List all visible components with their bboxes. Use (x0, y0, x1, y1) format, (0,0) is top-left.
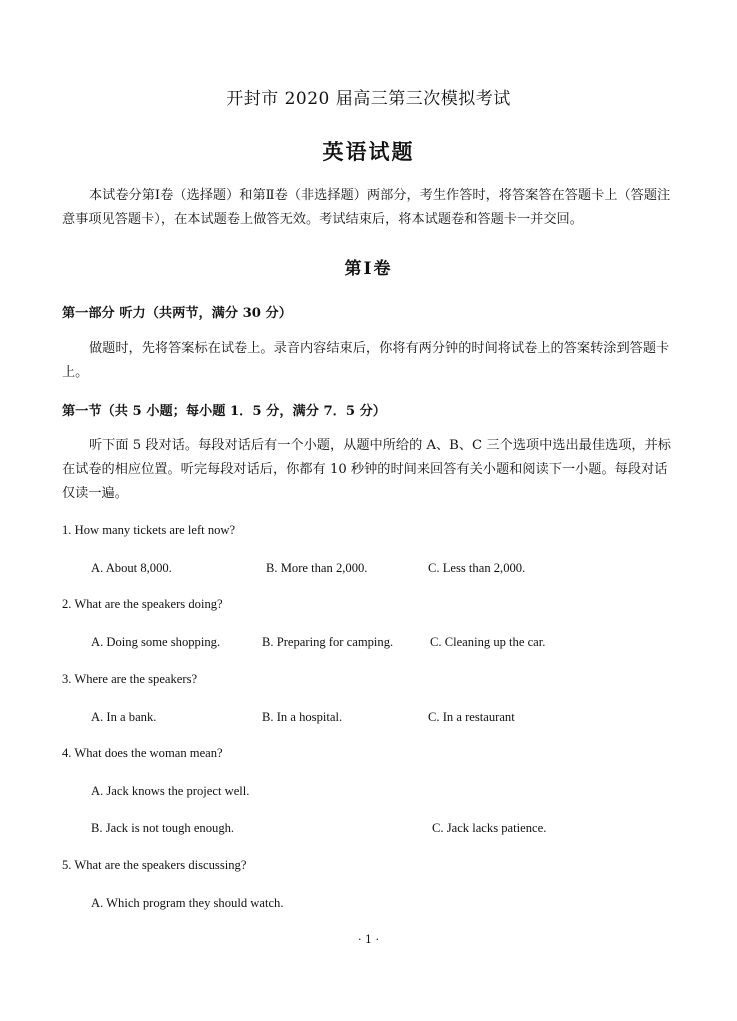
question-5-option-a: A. Which program they should watch. (91, 896, 284, 910)
subject-title: 英语试题 (322, 139, 415, 164)
section1-heading: 第一节（共 5 小题；每小题 1．5 分，满分 7．5 分） (62, 404, 386, 419)
question-3-option-a: A. In a bank. (91, 710, 157, 724)
question-1-option-c: C. Less than 2,000. (428, 561, 526, 575)
part1-heading: 第一部分 听力（共两节，满分 30 分） (62, 306, 292, 321)
question-1-stem: 1. How many tickets are left now? (62, 523, 236, 537)
question-5-stem: 5. What are the speakers discussing? (62, 858, 247, 872)
question-3-stem: 3. Where are the speakers? (62, 672, 198, 686)
volume-title: 第Ⅰ卷 (344, 259, 393, 279)
section1-instruction: 听下面 5 段对话。每段对话后有一个小题，从题中所给的 A、B、C 三个选项中选出最佳选项，并标在试卷的相应位置。听完每段对话后，你都有 10 秒钟的时间来回答有关小题和阅读下一小题。每段对话仅读一遍。 (62, 438, 671, 501)
instructions-paragraph: 本试卷分第Ⅰ卷（选择题）和第Ⅱ卷（非选择题）两部分，考生作答时，将答案答在答题卡上（答题注意事项见答题卡），在本试题卷上做答无效。考试结束后，将本试题卷和答题卡一并交回。 (62, 188, 671, 227)
question-3-option-c: C. In a restaurant (428, 710, 515, 724)
question-2-option-b: B. Preparing for camping. (262, 635, 394, 649)
question-3-option-b: B. In a hospital. (262, 710, 343, 724)
question-2-option-c: C. Cleaning up the car. (430, 635, 546, 649)
question-4-stem: 4. What does the woman mean? (62, 746, 223, 760)
question-4-option-a: A. Jack knows the project well. (91, 784, 250, 798)
question-2-stem: 2. What are the speakers doing? (62, 597, 223, 611)
page-number: · 1 · (358, 933, 379, 946)
question-4-option-c: C. Jack lacks patience. (432, 821, 547, 835)
part1-instruction: 做题时，先将答案标在试卷上。录音内容结束后，你将有两分钟的时间将试卷上的答案转涂到答题卡上。 (62, 341, 670, 380)
question-1-option-b: B. More than 2,000. (266, 561, 368, 575)
question-1-option-a: A. About 8,000. (91, 561, 172, 575)
exam-title: 开封市 2020 届高三第三次模拟考试 (226, 89, 511, 109)
question-4-option-b: B. Jack is not tough enough. (91, 821, 235, 835)
question-2-option-a: A. Doing some shopping. (91, 635, 221, 649)
